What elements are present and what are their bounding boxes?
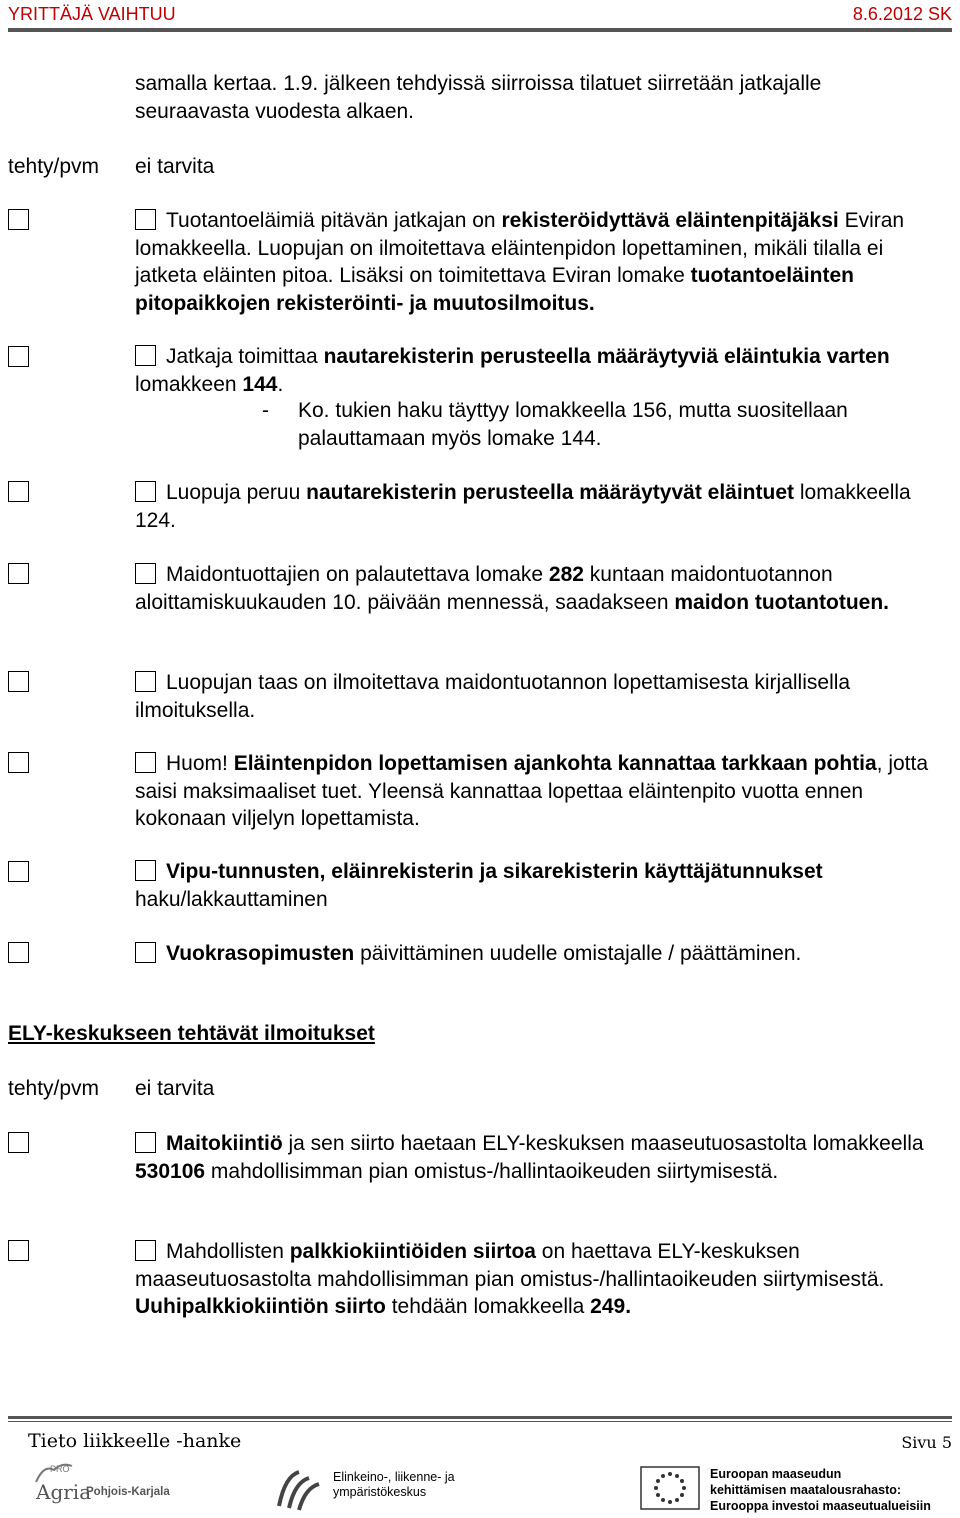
eu-logo-text xyxy=(710,1466,931,1514)
footer-divider xyxy=(8,1416,952,1422)
sub-note-dash: - xyxy=(262,399,269,422)
checklist-item xyxy=(135,940,935,968)
item-text: Jatkaja toimittaa xyxy=(166,345,324,368)
item-text: Maidontuottajien on palautettava lomake xyxy=(166,563,549,586)
footer-page-number: Sivu 5 xyxy=(901,1433,952,1452)
done-checkbox[interactable] xyxy=(8,346,29,367)
item-text: tehdään lomakkeella xyxy=(385,1295,591,1318)
done-checkbox[interactable] xyxy=(8,481,29,502)
checklist-item xyxy=(135,858,935,913)
item-text: Luopujan taas on ilmoitettava maidontuotannon lopettamisesta kirjallisella ilmoituksella. xyxy=(135,671,851,722)
checklist-item xyxy=(135,343,935,398)
agria-pro-text: PRO xyxy=(50,1464,70,1474)
item-text: ja sen siirto haetaan ELY-keskuksen maaseutuosastolta lomakkeella xyxy=(282,1132,924,1155)
done-checkbox[interactable] xyxy=(8,563,29,584)
emphasis-text: 282 xyxy=(548,563,584,586)
emphasis-text: maidon tuotantotuen. xyxy=(674,590,889,614)
ely-checklist-item xyxy=(135,1130,935,1185)
done-checkbox[interactable] xyxy=(8,861,29,882)
item-text: mahdollisimman pian omistus-/hallintaoikeuden siirtymisestä. xyxy=(205,1159,779,1183)
emphasis-text: Eläintenpidon lopettamisen ajankohta kannattaa tarkkaan pohtia xyxy=(233,752,877,775)
item-text: Luopuja peruu xyxy=(166,481,307,504)
col-label-done: tehty/pvm xyxy=(8,1077,100,1100)
col-label-not-needed: ei tarvita xyxy=(135,155,215,178)
item-text: Eviran lomakkeella. Luopujan on ilmoitettava eläintenpidon lopettaminen, mikäli tilalla ei jatketa eläinten pitoa. Lisäksi on toimitettava Eviran lomake xyxy=(135,209,905,287)
proagria-logo xyxy=(30,1460,170,1516)
eu-logo-line2: kehittämisen maatalousrahasto: xyxy=(710,1483,902,1497)
item-text: lomakkeen xyxy=(135,372,243,396)
eu-fund-logo xyxy=(640,1464,960,1516)
header-date: 8.6.2012 SK xyxy=(852,4,952,24)
agria-region-text: Pohjois-Karjala xyxy=(86,1486,170,1498)
header-bar xyxy=(8,2,952,26)
eu-logo-line1: Euroopan maaseudun xyxy=(710,1467,842,1481)
eu-flag-icon xyxy=(640,1466,700,1510)
footer-project-name: Tieto liikkeelle -hanke xyxy=(28,1430,242,1452)
emphasis-text: 144 xyxy=(242,372,278,396)
ely-section-title: ELY-keskukseen tehtävät ilmoitukset xyxy=(8,1022,375,1045)
not-needed-checkbox[interactable] xyxy=(135,1240,156,1261)
item-text: Huom! xyxy=(166,752,234,775)
emphasis-text: 249. xyxy=(590,1295,632,1318)
ely-logo-line2: ympäristökeskus xyxy=(333,1485,427,1499)
checklist-item xyxy=(135,479,935,534)
not-needed-checkbox[interactable] xyxy=(135,209,156,230)
sub-note-text: Ko. tukien haku täyttyy lomakkeella 156, mutta suositellaan palauttamaan myös lomake 144. xyxy=(298,399,848,450)
ely-keskus-logo xyxy=(275,1466,475,1516)
not-needed-checkbox[interactable] xyxy=(135,752,156,773)
emphasis-text: nautarekisterin perusteella määräytyvät eläintuet xyxy=(306,481,795,504)
done-checkbox[interactable] xyxy=(8,1132,29,1153)
emphasis-text: Uuhipalkkiokiintiön siirto xyxy=(135,1295,386,1318)
item-text: Mahdollisten xyxy=(166,1240,290,1263)
ely-logo-line1: Elinkeino-, liikenne- ja xyxy=(333,1470,455,1484)
emphasis-text: rekisteröidyttävä eläintenpitäjäksi xyxy=(501,209,839,232)
header-divider xyxy=(8,28,952,32)
not-needed-checkbox[interactable] xyxy=(135,563,156,584)
done-checkbox[interactable] xyxy=(8,1240,29,1261)
checklist-item xyxy=(135,207,935,317)
not-needed-checkbox[interactable] xyxy=(135,671,156,692)
checklist-item xyxy=(135,750,935,833)
emphasis-text: Vuokrasopimusten xyxy=(166,942,355,965)
item-text: lomakkeella 124. xyxy=(135,481,911,532)
footer-logos xyxy=(0,1460,960,1518)
item-text: kuntaan maidontuotannon aloittamiskuukauden 10. päivään mennessä, saadakseen xyxy=(135,563,833,614)
not-needed-checkbox[interactable] xyxy=(135,1132,156,1153)
emphasis-text: 530106 xyxy=(135,1159,206,1183)
col-label-not-needed: ei tarvita xyxy=(135,1077,215,1100)
done-checkbox[interactable] xyxy=(8,752,29,773)
intro-text: samalla kertaa. 1.9. jälkeen tehdyissä siirroissa tilatuet siirretään jatkajalle seuraavasta vuodesta alkaen. xyxy=(135,72,822,123)
item-text: Tuotantoeläimiä pitävän jatkajan on xyxy=(166,209,502,232)
eu-logo-line3: Eurooppa investoi maaseutualueisiin xyxy=(710,1499,931,1513)
item-text: , jotta saisi maksimaaliset tuet. Yleensä kannattaa lopettaa eläintenpito vuotta ennen kokonaan viljelyn lopettamista. xyxy=(135,752,929,830)
not-needed-checkbox[interactable] xyxy=(135,481,156,502)
agria-logo-text: Agria xyxy=(36,1480,92,1504)
done-checkbox[interactable] xyxy=(8,671,29,692)
done-checkbox[interactable] xyxy=(8,942,29,963)
header-title: YRITTÄJÄ VAIHTUU xyxy=(8,4,176,24)
emphasis-text: Maitokiintiö xyxy=(166,1132,283,1155)
not-needed-checkbox[interactable] xyxy=(135,860,156,881)
emphasis-text: palkkiokiintiöiden siirtoa xyxy=(289,1240,536,1263)
done-checkbox[interactable] xyxy=(8,209,29,230)
emphasis-text: nautarekisterin perusteella määräytyviä eläintukia varten xyxy=(323,345,890,368)
not-needed-checkbox[interactable] xyxy=(135,942,156,963)
emphasis-text: Vipu-tunnusten, eläinrekisterin ja sikarekisterin käyttäjätunnukset xyxy=(166,860,823,883)
sub-note xyxy=(262,397,918,452)
emphasis-text: tuotantoeläinten pitopaikkojen rekisteröinti- ja muutosilmoitus. xyxy=(135,264,854,315)
ely-checklist-item xyxy=(135,1238,935,1321)
not-needed-checkbox[interactable] xyxy=(135,345,156,366)
item-text: on haettava ELY-keskuksen maaseutuosastolta mahdollisimman pian omistus-/hallintaoikeuden siirtymisestä. xyxy=(135,1240,885,1291)
checklist-item xyxy=(135,561,935,616)
item-text: haku/lakkauttaminen xyxy=(135,887,328,911)
ely-logo-text xyxy=(333,1470,455,1500)
checklist-item xyxy=(135,669,935,724)
item-text: . xyxy=(277,372,284,396)
ely-emblem-icon xyxy=(275,1466,325,1512)
col-label-done: tehty/pvm xyxy=(8,155,100,178)
item-text: päivittäminen uudelle omistajalle / päättäminen. xyxy=(354,942,802,965)
